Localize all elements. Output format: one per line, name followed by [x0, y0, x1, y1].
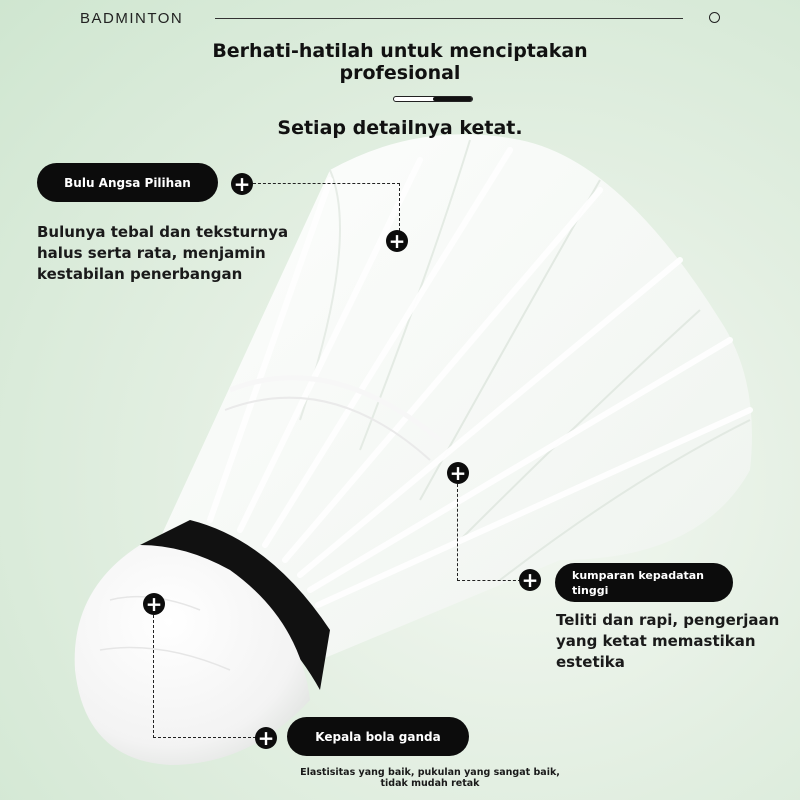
brand-title: BADMINTON: [80, 10, 184, 27]
subheading: Setiap detailnya ketat.: [277, 117, 523, 139]
plus-circle-icon[interactable]: +: [255, 727, 277, 749]
plus-circle-icon[interactable]: +: [386, 230, 408, 252]
progress-indicator: [393, 96, 473, 102]
connector-line-winding: [457, 484, 521, 581]
plus-circle-icon[interactable]: +: [231, 173, 253, 195]
plus-circle-icon[interactable]: +: [519, 569, 541, 591]
feature-description-feather: Bulunya tebal dan teksturnya halus serta rata, menjamin kestabilan penerbangan: [37, 223, 289, 283]
connector-line-cork: [153, 615, 256, 738]
feature-label-winding: kumparan kepadatan tinggi: [555, 563, 733, 602]
headline-line-1: Berhati-hatilah untuk menciptakan: [212, 40, 588, 62]
feature-description-cork: Elastisitas yang baik, pukulan yang sangat baik, tidak mudah retak: [300, 767, 560, 789]
plus-circle-icon[interactable]: +: [143, 593, 165, 615]
headline-line-2: profesional: [339, 62, 461, 84]
plus-circle-icon[interactable]: +: [447, 462, 469, 484]
circle-icon: [709, 12, 720, 23]
feature-description-winding: Teliti dan rapi, pengerjaan yang ketat memastikan estetika: [556, 611, 780, 671]
feature-label-cork: Kepala bola ganda: [287, 717, 469, 756]
progress-indicator-fill: [433, 97, 472, 101]
feature-label-feather: Bulu Angsa Pilihan: [37, 163, 218, 202]
header-divider: [215, 18, 683, 19]
page-headline: [150, 40, 650, 84]
